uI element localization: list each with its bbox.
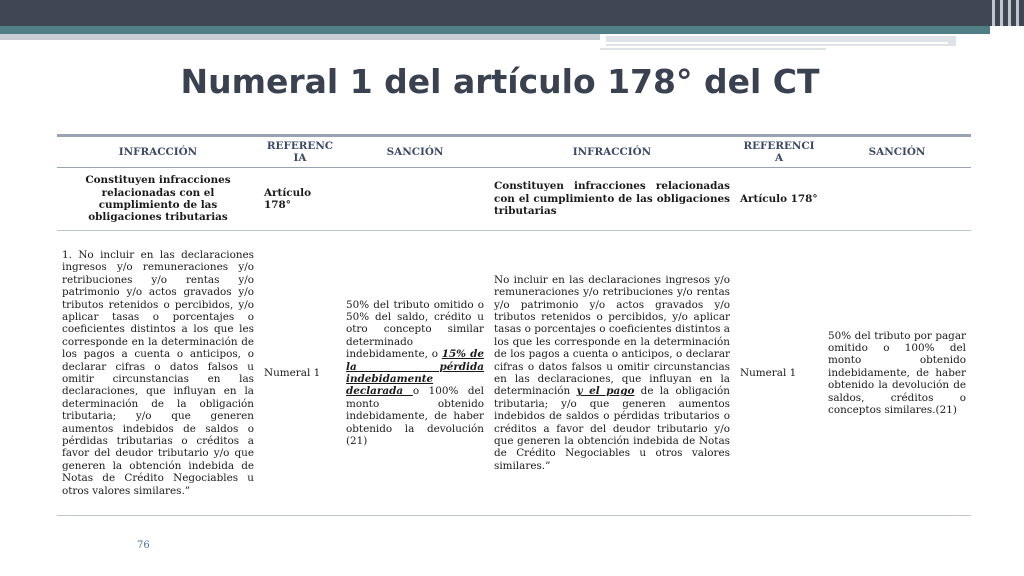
- cell-sancion-left: [341, 168, 489, 231]
- table-row: [57, 231, 971, 516]
- top-dark-bar: [0, 0, 1024, 26]
- cell-infraccion-right: [489, 231, 735, 516]
- cell-referencia-left: Artículo 178°: [259, 168, 341, 231]
- header-sancion-left: SANCIÓN: [341, 136, 489, 168]
- header-referencia-left: REFERENC IA: [259, 136, 341, 168]
- top-light-bar: [606, 36, 956, 46]
- cell-sancion-right: 50% del tributo por pagar omitido o 100% del monto obtenido indebidamente, de haber obtenido la devolución de saldos, créditos o conceptos similares.(21): [823, 231, 971, 516]
- top-thin-line: [600, 48, 826, 50]
- cell-referencia-right: Numeral 1: [735, 231, 823, 516]
- cell-infraccion-left: 1. No incluir en las declaraciones ingresos y/o remuneraciones y/o retribuciones y/o rentas y/o patrimonio y/o actos gravados y/o tributos retenidos o percibidos, y/o aplicar tasas o porcentajes o coeficientes distintos a los que les corresponde en la determinación de los pagos a cuenta o anticipos, o declarar cifras o datos falsos u omitir circunstancias en las declaraciones, que influyan en la determinación de la obligación tributaria; y/o que generen aumentos indebidos de saldos o pérdidas tributarias o créditos a favor del deudor tributario y/o que generen la obtención indebida de Notas de Crédito Negociables u otros valores similares.”: [57, 231, 259, 516]
- sancion-emphasis: 15% de la pérdida indebidamente declarada: [346, 348, 484, 398]
- top-white-line: [606, 42, 948, 44]
- header-infraccion-right: INFRACCIÓN: [489, 136, 735, 168]
- page-number: 76: [137, 540, 150, 551]
- cell-referencia-left: Numeral 1: [259, 231, 341, 516]
- comparison-table: [57, 134, 971, 516]
- sancion-text-b: o 100% del monto obtenido indebidamente, de haber obtenido la devolución (21): [346, 385, 484, 448]
- slide-title: Numeral 1 del artículo 178° del CT: [180, 62, 820, 101]
- table-row: [57, 168, 971, 231]
- cell-sancion-left: [341, 231, 489, 516]
- cell-infraccion-right: Constituyen infracciones relacionadas con el cumplimiento de las obligaciones tributarias: [489, 168, 735, 231]
- header-referencia-right: REFERENCI A: [735, 136, 823, 168]
- cell-infraccion-left: Constituyen infracciones relacionadas con el cumplimiento de las obligaciones tributarias: [57, 168, 259, 231]
- corner-stripes: [988, 0, 1024, 26]
- cell-referencia-right: Artículo 178°: [735, 168, 823, 231]
- top-gray-bar: [0, 34, 600, 40]
- infraccion-text-a: No incluir en las declaraciones ingresos y/o remuneraciones y/o retribuciones y/o rentas y/o patrimonio y/o actos gravados y/o tributos retenidos o percibidos, y/o aplicar tasas o porcentajes o coeficientes distintos a los que les corresponde en la determinación de los pagos a cuenta o anticipos, o declarar cifras o datos falsos u omitir circunstancias en las declaraciones, que influyan en la determinación: [494, 273, 730, 398]
- cell-sancion-right: [823, 168, 971, 231]
- header-sancion-right: SANCIÓN: [823, 136, 971, 168]
- infraccion-text-b: de la obligación tributaria; y/o que generen aumentos indebidos de saldos o pérdidas tributarios o créditos a favor del deudor tributario y/o que generen la obtención indebida de Notas de Crédito Negociables u otros valores similares.”: [494, 385, 730, 472]
- sancion-text-a: 50% del tributo omitido o 50% del saldo, crédito u otro concepto similar determinado indebidamente, o: [346, 298, 484, 361]
- infraccion-emphasis: y el pago: [576, 385, 635, 398]
- header-infraccion-left: INFRACCIÓN: [57, 136, 259, 168]
- table-header-row: [57, 136, 971, 168]
- top-teal-bar: [0, 26, 990, 34]
